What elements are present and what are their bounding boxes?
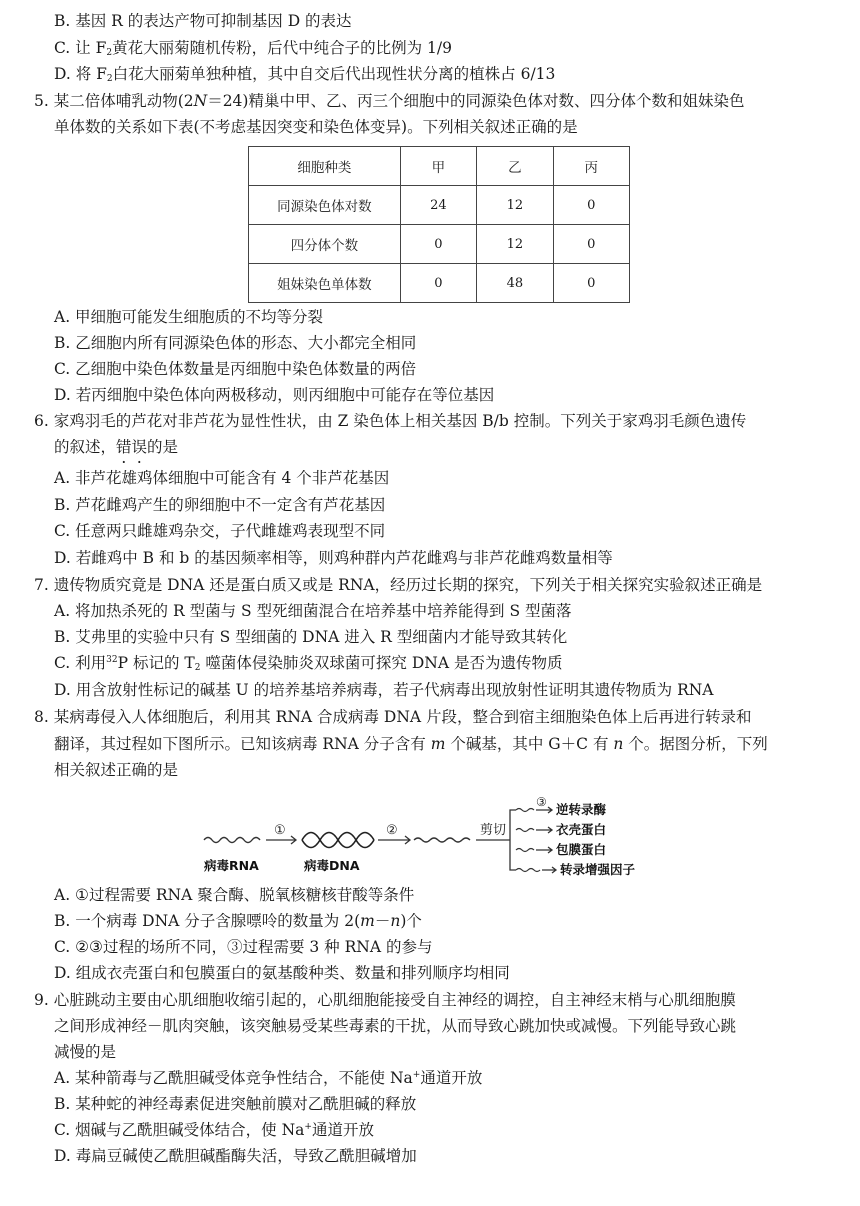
q9-stem-line3: 减慢的是 <box>54 1043 117 1061</box>
q9-option-b: B. 某种蛇的神经毒素促进突触前膜对乙酰胆碱的释放 <box>54 1095 417 1113</box>
q5-stem-line2: 单体数的关系如下表(不考虑基因突变和染色体变异)。下列相关叙述正确的是 <box>54 118 578 136</box>
q5-data-table <box>248 146 630 303</box>
q6-option-a: A. 非芦花雄鸡体细胞中可能含有 4 个非芦花基因 <box>54 469 390 487</box>
branch-lines <box>516 809 540 872</box>
branch-arrows <box>536 807 556 873</box>
table-header-cell: 细胞种类 <box>249 147 401 186</box>
step1-label: ① <box>274 823 286 838</box>
table-cell: 0 <box>553 264 629 303</box>
label-virus-rna: 病毒RNA <box>204 858 259 873</box>
q4-option-d: D. 将 $F_2$白花大丽菊单独种植，其中自交后代出现性状分离的植株占 6/13 <box>54 65 556 84</box>
step3-label: ③ <box>536 796 547 809</box>
q9-stem-line2: 之间形成神经－肌肉突触，该突触易受某些毒素的干扰，从而导致心跳加快或减慢。下列能导致心跳 <box>54 1017 737 1035</box>
table-row <box>249 225 630 264</box>
virus-process-diagram <box>200 796 660 878</box>
virus-dna-helix <box>302 833 374 848</box>
q8-option-a: A. ①过程需要 RNA 聚合酶、脱氧核糖核苷酸等条件 <box>54 886 415 904</box>
q5-option-a: A. 甲细胞可能发生细胞质的不均等分裂 <box>54 308 324 326</box>
q8-option-d: D. 组成衣壳蛋白和包膜蛋白的氨基酸种类、数量和排列顺序均相同 <box>54 964 510 982</box>
q8-option-b: B. 一个病毒 DNA 分子含腺嘌呤的数量为 2(m－n)个 <box>54 912 422 930</box>
product-transcription-enhancer: 转录增强因子 <box>560 862 636 877</box>
q5-option-c: C. 乙细胞中染色体数量是丙细胞中染色体数量的两倍 <box>54 360 417 378</box>
table-cell: 姐妹染色单体数 <box>249 264 401 303</box>
table-cell: 四分体个数 <box>249 225 401 264</box>
cut-label: 剪切 <box>480 823 507 838</box>
q8-stem-line1: 8. 某病毒侵入人体细胞后，利用其 RNA 合成病毒 DNA 片段，整合到宿主细胞染色体上后再进行转录和 <box>34 708 752 726</box>
q9-option-d: D. 毒扁豆碱使乙酰胆碱酯酶失活，导致乙酰胆碱增加 <box>54 1147 417 1165</box>
table-cell: 同源染色体对数 <box>249 186 401 225</box>
q7-option-c: C. 利用$^{32}$P 标记的 $T_2$ 噬菌体侵染肺炎双球菌可探究 DNA 是否为遗传物质 <box>54 654 563 673</box>
table-row <box>249 186 630 225</box>
table-cell: 12 <box>477 186 553 225</box>
q7-stem: 7. 遗传物质究竟是 DNA 还是蛋白质又或是 RNA，经历过长期的探究，下列关于相关探究实验叙述正确是 <box>34 576 763 594</box>
product-capsid-protein: 衣壳蛋白 <box>556 822 607 837</box>
table-cell: 48 <box>477 264 553 303</box>
q4-option-b: B. 基因 R 的表达产物可抑制基因 D 的表达 <box>54 12 352 30</box>
q8-stem-line3: 相关叙述正确的是 <box>54 761 179 779</box>
q8-stem-line2: 翻译，其过程如下图所示。已知该病毒 RNA 分子含有 m 个碱基，其中 G＋C 有 n 个。据图分析，下列 <box>54 735 768 753</box>
table-header-cell: 丙 <box>553 147 629 186</box>
table-cell: 0 <box>400 225 476 264</box>
table-header-cell: 甲 <box>400 147 476 186</box>
q5-option-b: B. 乙细胞内所有同源染色体的形态、大小都完全相同 <box>54 334 417 352</box>
q6-option-b: B. 芦花雌鸡产生的卵细胞中不一定含有芦花基因 <box>54 496 386 514</box>
q7-option-a: A. 将加热杀死的 R 型菌与 S 型死细菌混合在培养基中培养能得到 S 型菌落 <box>54 602 572 620</box>
product-reverse-transcriptase: 逆转录酶 <box>556 802 607 817</box>
table-cell: 0 <box>553 225 629 264</box>
label-virus-dna: 病毒DNA <box>304 858 360 873</box>
q9-option-c: C. 烟碱与乙酰胆碱受体结合，使 Na+通道开放 <box>54 1121 374 1139</box>
q6-stem-line2: 的叙述，错误的是 <box>54 438 179 456</box>
q8-option-c: C. ②③过程的场所不同，③过程需要 3 种 RNA 的参与 <box>54 938 433 956</box>
table-cell: 0 <box>553 186 629 225</box>
q5-option-d: D. 若丙细胞中染色体向两极移动，则丙细胞中可能存在等位基因 <box>54 386 495 404</box>
branch-bracket <box>510 810 516 870</box>
step2-label: ② <box>386 823 398 838</box>
q9-option-a: A. 某种箭毒与乙酰胆碱受体竞争性结合，不能使 Na+通道开放 <box>54 1069 483 1087</box>
q4-option-c: C. 让 $F_2$黄花大丽菊随机传粉，后代中纯合子的比例为 1/9 <box>54 39 452 58</box>
q5-stem-line1: 5. 某二倍体哺乳动物(2N＝24)精巢中甲、乙、丙三个细胞中的同源染色体对数、四分体个数和姐妹染色 <box>34 92 745 110</box>
table-cell: 0 <box>400 264 476 303</box>
table-header-row <box>249 147 630 186</box>
table-cell: 24 <box>400 186 476 225</box>
table-row <box>249 264 630 303</box>
virus-rna-strand <box>204 838 260 843</box>
table-header-cell: 乙 <box>477 147 553 186</box>
mrna-strand <box>414 838 470 842</box>
q6-stem-line1: 6. 家鸡羽毛的芦花对非芦花为显性性状，由 Z 染色体上相关基因 B/b 控制。下列关于家鸡羽毛颜色遗传 <box>34 412 747 430</box>
q7-option-d: D. 用含放射性标记的碱基 U 的培养基培养病毒，若子代病毒出现放射性证明其遗传物质为 RNA <box>54 681 714 699</box>
table-cell: 12 <box>477 225 553 264</box>
q6-option-d: D. 若雌鸡中 B 和 b 的基因频率相等，则鸡种群内芦花雌鸡与非芦花雌鸡数量相等 <box>54 549 613 567</box>
q6-option-c: C. 任意两只雌雄鸡杂交，子代雌雄鸡表现型不同 <box>54 522 386 540</box>
q7-option-b: B. 艾弗里的实验中只有 S 型细菌的 DNA 进入 R 型细菌内才能导致其转化 <box>54 628 568 646</box>
q9-stem-line1: 9. 心脏跳动主要由心肌细胞收缩引起的，心肌细胞能接受自主神经的调控，自主神经末梢与心肌细胞膜 <box>34 991 736 1009</box>
product-envelope-protein: 包膜蛋白 <box>556 842 607 857</box>
